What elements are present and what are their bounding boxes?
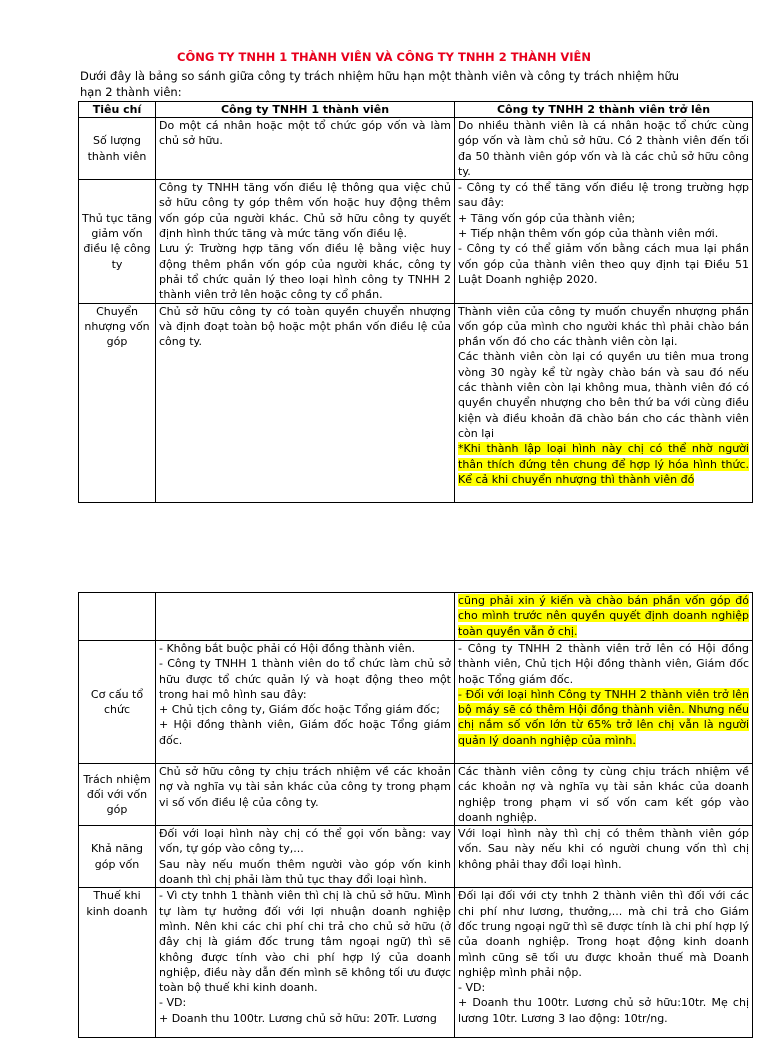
table-row (79, 826, 753, 888)
cell-text: - Công ty TNHH 2 thành viên trở lên có Hội đồng thành viên, Chủ tịch Hội đồng thành viên, Giám đốc hoặc Tổng giám đốc. (458, 642, 749, 686)
header-tnhh-1: Công ty TNHH 1 thành viên (156, 102, 455, 118)
table-header-row (79, 102, 753, 118)
tnhh2-cell (455, 826, 753, 888)
table-row (79, 764, 753, 826)
cell-text: Chủ sở hữu công ty có toàn quyền chuyển nhượng và định đoạt toàn bộ hoặc một phần vốn điều lệ của công ty. (159, 304, 451, 349)
tnhh2-cell (455, 888, 753, 1038)
cell-text: Thành viên của công ty muốn chuyển nhượng phần vốn góp của mình cho người khác thì phải chào bán phần vốn đó cho các thành viên còn lại. (458, 304, 749, 349)
cell-text: Do một cá nhân hoặc một tổ chức góp vốn và làm chủ sở hữu. (159, 119, 451, 148)
comparison-table-page-1 (78, 101, 753, 503)
tnhh1-cell (156, 180, 455, 303)
cell-text: Sau này nếu muốn thêm người vào góp vốn kinh doanh thì chị phải làm thủ tục thay đổi loại hình. (159, 857, 451, 887)
highlighted-note: - Đối với loại hình Công ty TNHH 2 thành viên trở lên bộ máy sẽ có thêm Hội đồng thành viên. Nhưng nếu chị nắm số vốn lớn từ 65% trở lên chị vẫn là người quản lý doanh nghiệp của mình. (458, 687, 749, 747)
cell-text: Các thành viên còn lại có quyền ưu tiên mua trong vòng 30 ngày kể từ ngày chào bán và sau đó nếu các thành viên còn lại không mua, thành viên đó có quyền chuyển nhượng cho bên thứ ba với cùng điều kiện và điều khoản đã chào bán cho các thành viên còn lại (458, 350, 749, 440)
intro-paragraph: Dưới đây là bảng so sánh giữa công ty trách nhiệm hữu hạn một thành viên và công ty trách nhiệm hữu hạn 2 thành viên: (80, 69, 680, 99)
cell-text: + Doanh thu 100tr. Lương chủ sở hữu: 20Tr. Lương (159, 1011, 437, 1025)
table-row (79, 118, 753, 180)
table-row (79, 303, 753, 502)
table-row (79, 180, 753, 303)
cell-text: - VD: (458, 981, 486, 995)
cell-text: + Doanh thu 100tr. Lương chủ sở hữu:10tr. Mẹ chị lương 10tr. Lương 3 lao động: 10tr/ng. (458, 996, 749, 1025)
highlighted-note: *Khi thành lập loại hình này chị có thể nhờ người thân thích đứng tên chung để hợp lý hóa hình thức. Kể cả khi chuyển nhượng thì thành viên đó (458, 442, 749, 486)
criterion-cell: Chuyển nhượng vốn góp (79, 303, 156, 502)
cell-text: Các thành viên công ty cùng chịu trách nhiệm về các khoản nợ và nghĩa vụ tài sản khác của doanh nghiệp trong phạm vi số vốn cam kết góp vào doanh nghiệp. (458, 765, 749, 824)
cell-text: - Không bắt buộc phải có Hội đồng thành viên. (159, 642, 416, 655)
criterion-cell: Cơ cấu tổ chức (79, 641, 156, 764)
tnhh2-cell (455, 303, 753, 502)
tnhh2-cell (455, 641, 753, 764)
cell-text: Công ty TNHH tăng vốn điều lệ thông qua việc chủ sở hữu công ty góp thêm vốn hoặc huy động thêm vốn góp của người khác. Chủ sở hữu công ty quyết định hình thức tăng và mức tăng vốn điều lệ. (159, 181, 451, 241)
criterion-cell: Trách nhiệm đối với vốn góp (79, 764, 156, 826)
cell-text: Do nhiều thành viên là cá nhân hoặc tổ chức cùng góp vốn và làm chủ sở hữu. Có 2 thành viên đến tối đa 50 thành viên góp vốn và là các chủ sở hữu công ty. (458, 119, 749, 178)
tnhh1-cell (156, 888, 455, 1038)
header-tnhh-2: Công ty TNHH 2 thành viên trở lên (455, 102, 753, 118)
tnhh1-cell (156, 641, 455, 764)
cell-text: + Tăng vốn góp của thành viên; (458, 211, 636, 225)
cell-text: Đối lại đối với cty tnhh 2 thành viên thì đối với các chi phí như lương, thưởng,... mà chi trả cho Giám đốc trung ngoại ngữ thì sẽ được tính là chi phí hợp lý của doanh nghiệp. Trong hoạt động kinh doanh mình cũng sẽ tối ưu được khoản thuế mà Doanh nghiệp mình phải nộp. (458, 889, 749, 979)
tnhh2-cell (455, 118, 753, 180)
tnhh2-cell (455, 180, 753, 303)
comparison-table-page-2 (78, 592, 753, 1038)
criterion-cell: Thuế khi kinh doanh (79, 888, 156, 1038)
cell-text: Lưu ý: Trường hợp tăng vốn điều lệ bằng việc huy động thêm phần vốn góp của người khác, công ty phải tổ chức quản lý theo loại hình công ty TNHH 2 thành viên trở lên hoặc công ty cổ phần. (159, 242, 451, 302)
cell-text: - Công ty có thể giảm vốn bằng cách mua lại phần vốn góp của thành viên theo quy định tại Điều 51 Luật Doanh nghiệp 2020. (458, 242, 749, 286)
tnhh1-cell (156, 764, 455, 826)
cell-text: - Vì cty tnhh 1 thành viên thì chị là chủ sở hữu. Mình tự làm tự hưởng đối với lợi nhuận doanh nghiệp mình. Nên khi các chi phí chi trả cho chủ sở hữu (ở đây chị là giám đốc trung tâm ngoại ngữ) thì sẽ không được tính vào chi phí hợp lý của doanh nghiệp, điều này dẫn đến mình sẽ không tối ưu được toàn bộ thuế khi kinh doanh. (159, 889, 451, 995)
cell-text: + Hội đồng thành viên, Giám đốc hoặc Tổng giám đốc. (159, 718, 451, 747)
tnhh2-cell (455, 593, 753, 641)
tnhh1-cell (156, 303, 455, 502)
tnhh1-cell (156, 593, 455, 641)
table-row (79, 888, 753, 1038)
highlighted-note: cũng phải xin ý kiến và chào bán phần vốn góp đó cho mình trước nên quyền quyết định doanh nghiệp toàn quyền vẫn ở chị. (458, 594, 749, 638)
tnhh1-cell (156, 826, 455, 888)
cell-text: - VD: (159, 996, 187, 1010)
criterion-cell: Thủ tục tăng giảm vốn điều lệ công ty (79, 180, 156, 303)
table-row (79, 593, 753, 641)
tnhh1-cell (156, 118, 455, 180)
header-criterion: Tiêu chí (79, 102, 156, 118)
cell-text: Chủ sở hữu công ty chịu trách nhiệm về các khoản nợ và nghĩa vụ tài sản khác của công ty trong phạm vi số vốn điều lệ của công ty. (159, 765, 451, 809)
cell-text: - Công ty TNHH 1 thành viên do tổ chức làm chủ sở hữu được tổ chức quản lý và hoạt động theo một trong hai mô hình sau đây: (159, 657, 451, 701)
criterion-cell: Số lượng thành viên (79, 118, 156, 180)
criterion-cell: Khả năng góp vốn (79, 826, 156, 888)
document-title: CÔNG TY TNHH 1 THÀNH VIÊN VÀ CÔNG TY TNHH 2 THÀNH VIÊN (177, 50, 591, 64)
table-row (79, 641, 753, 764)
cell-text: + Chủ tịch công ty, Giám đốc hoặc Tổng giám đốc; (159, 703, 440, 717)
criterion-cell (79, 593, 156, 641)
cell-text: - Công ty có thể tăng vốn điều lệ trong trường hợp sau đây: (458, 181, 749, 210)
cell-text: + Tiếp nhận thêm vốn góp của thành viên mới. (458, 227, 719, 241)
cell-text: Đối với loại hình này chị có thể gọi vốn bằng: vay vốn, tự góp vào công ty,... (159, 827, 451, 856)
cell-text: Với loại hình này thì chị có thêm thành viên góp vốn. Sau này nếu khi có người chung vốn thì chị không phải thay đổi loại hình. (458, 827, 749, 871)
tnhh2-cell (455, 764, 753, 826)
